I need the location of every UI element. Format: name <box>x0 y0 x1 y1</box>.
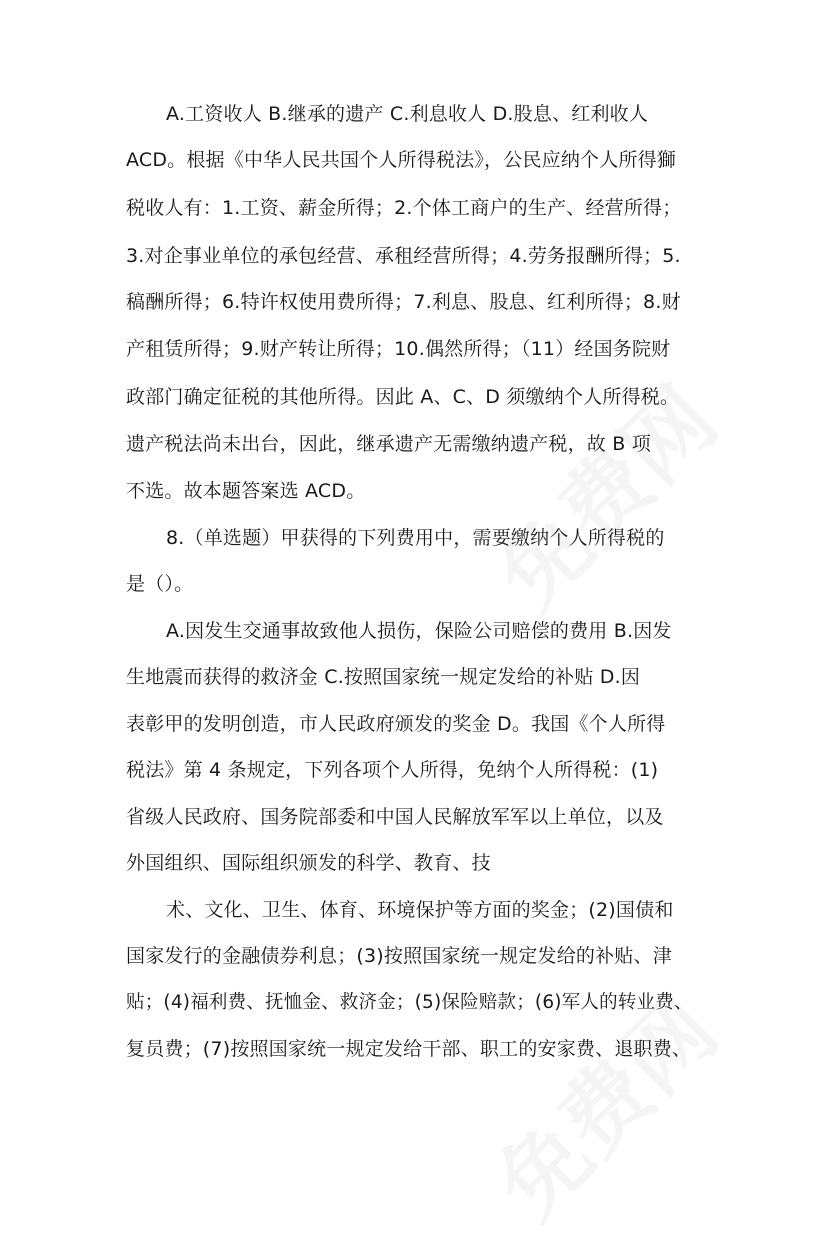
text-line-5: 稿酬所得；6.特许权使用费所得；7.利息、股息、红利所得；8.财 <box>126 291 681 313</box>
text-line-19: 国家发行的金融债券利息；(3)按照国家统一规定发给的补贴、津 <box>126 945 672 967</box>
text-line-1: A.工资收人 B.继承的遗产 C.利息收人 D.股息、红利收人 <box>166 103 649 125</box>
text-line-15: 税法》第 4 条规定，下列各项个人所得，免纳个人所得税：(1) <box>126 759 659 781</box>
text-line-13: 生地震而获得的救济金 C.按照国家统一规定发给的补贴 D.因 <box>126 666 641 688</box>
text-line-18: 术、文化、卫生、体育、环境保护等方面的奖金；(2)国债和 <box>166 899 674 921</box>
text-line-2: ACD。根据《中华人民共国个人所得税法》，公民应纳个人所得獅 <box>126 149 677 171</box>
text-line-16: 省级人民政府、国务院部委和中国人民解放军军以上单位，以及 <box>126 806 664 828</box>
text-line-7: 政部门确定征税的其他所得。因此 A、C、D 须缴纳个人所得税。 <box>126 386 680 408</box>
text-line-8: 遗产税法尚未出台，因此，继承遗产无需缴纳遗产税，故 B 项 <box>126 433 651 455</box>
question-8-line-2: 是（）。 <box>126 573 194 595</box>
question-8-line-1: 8.（单选题）甲获得的下列费用中，需要缴纳个人所得税的 <box>166 527 665 549</box>
text-line-20: 贴；(4)福利费、抚恤金、救济金；(5)保险赔款；(6)军人的转业费、 <box>126 992 693 1013</box>
text-line-14: 表彰甲的发明创造，市人民政府颁发的奖金 D。我国《个人所得 <box>126 713 666 735</box>
text-line-4: 3.对企事业单位的承包经营、承租经营所得；4.劳务报酬所得；5. <box>126 245 681 267</box>
text-line-21: 复员费；(7)按照国家统一规定发给干部、职工的安家费、退职费、 <box>126 1038 692 1060</box>
text-line-12: A.因发生交通事故致他人损伤，保险公司赔偿的费用 B.因发 <box>166 620 672 642</box>
text-line-17: 外国组织、国际组织颁发的科学、教育、技 <box>126 852 491 874</box>
text-line-9: 不选。故本题答案选 ACD。 <box>126 480 366 502</box>
text-line-3: 税收人有：1.工资、薪金所得；2.个体工商户的生产、经营所得； <box>126 197 682 219</box>
text-line-6: 产租赁所得；9.财产转让所得；10.偶然所得；（11）经国务院财 <box>126 338 671 360</box>
